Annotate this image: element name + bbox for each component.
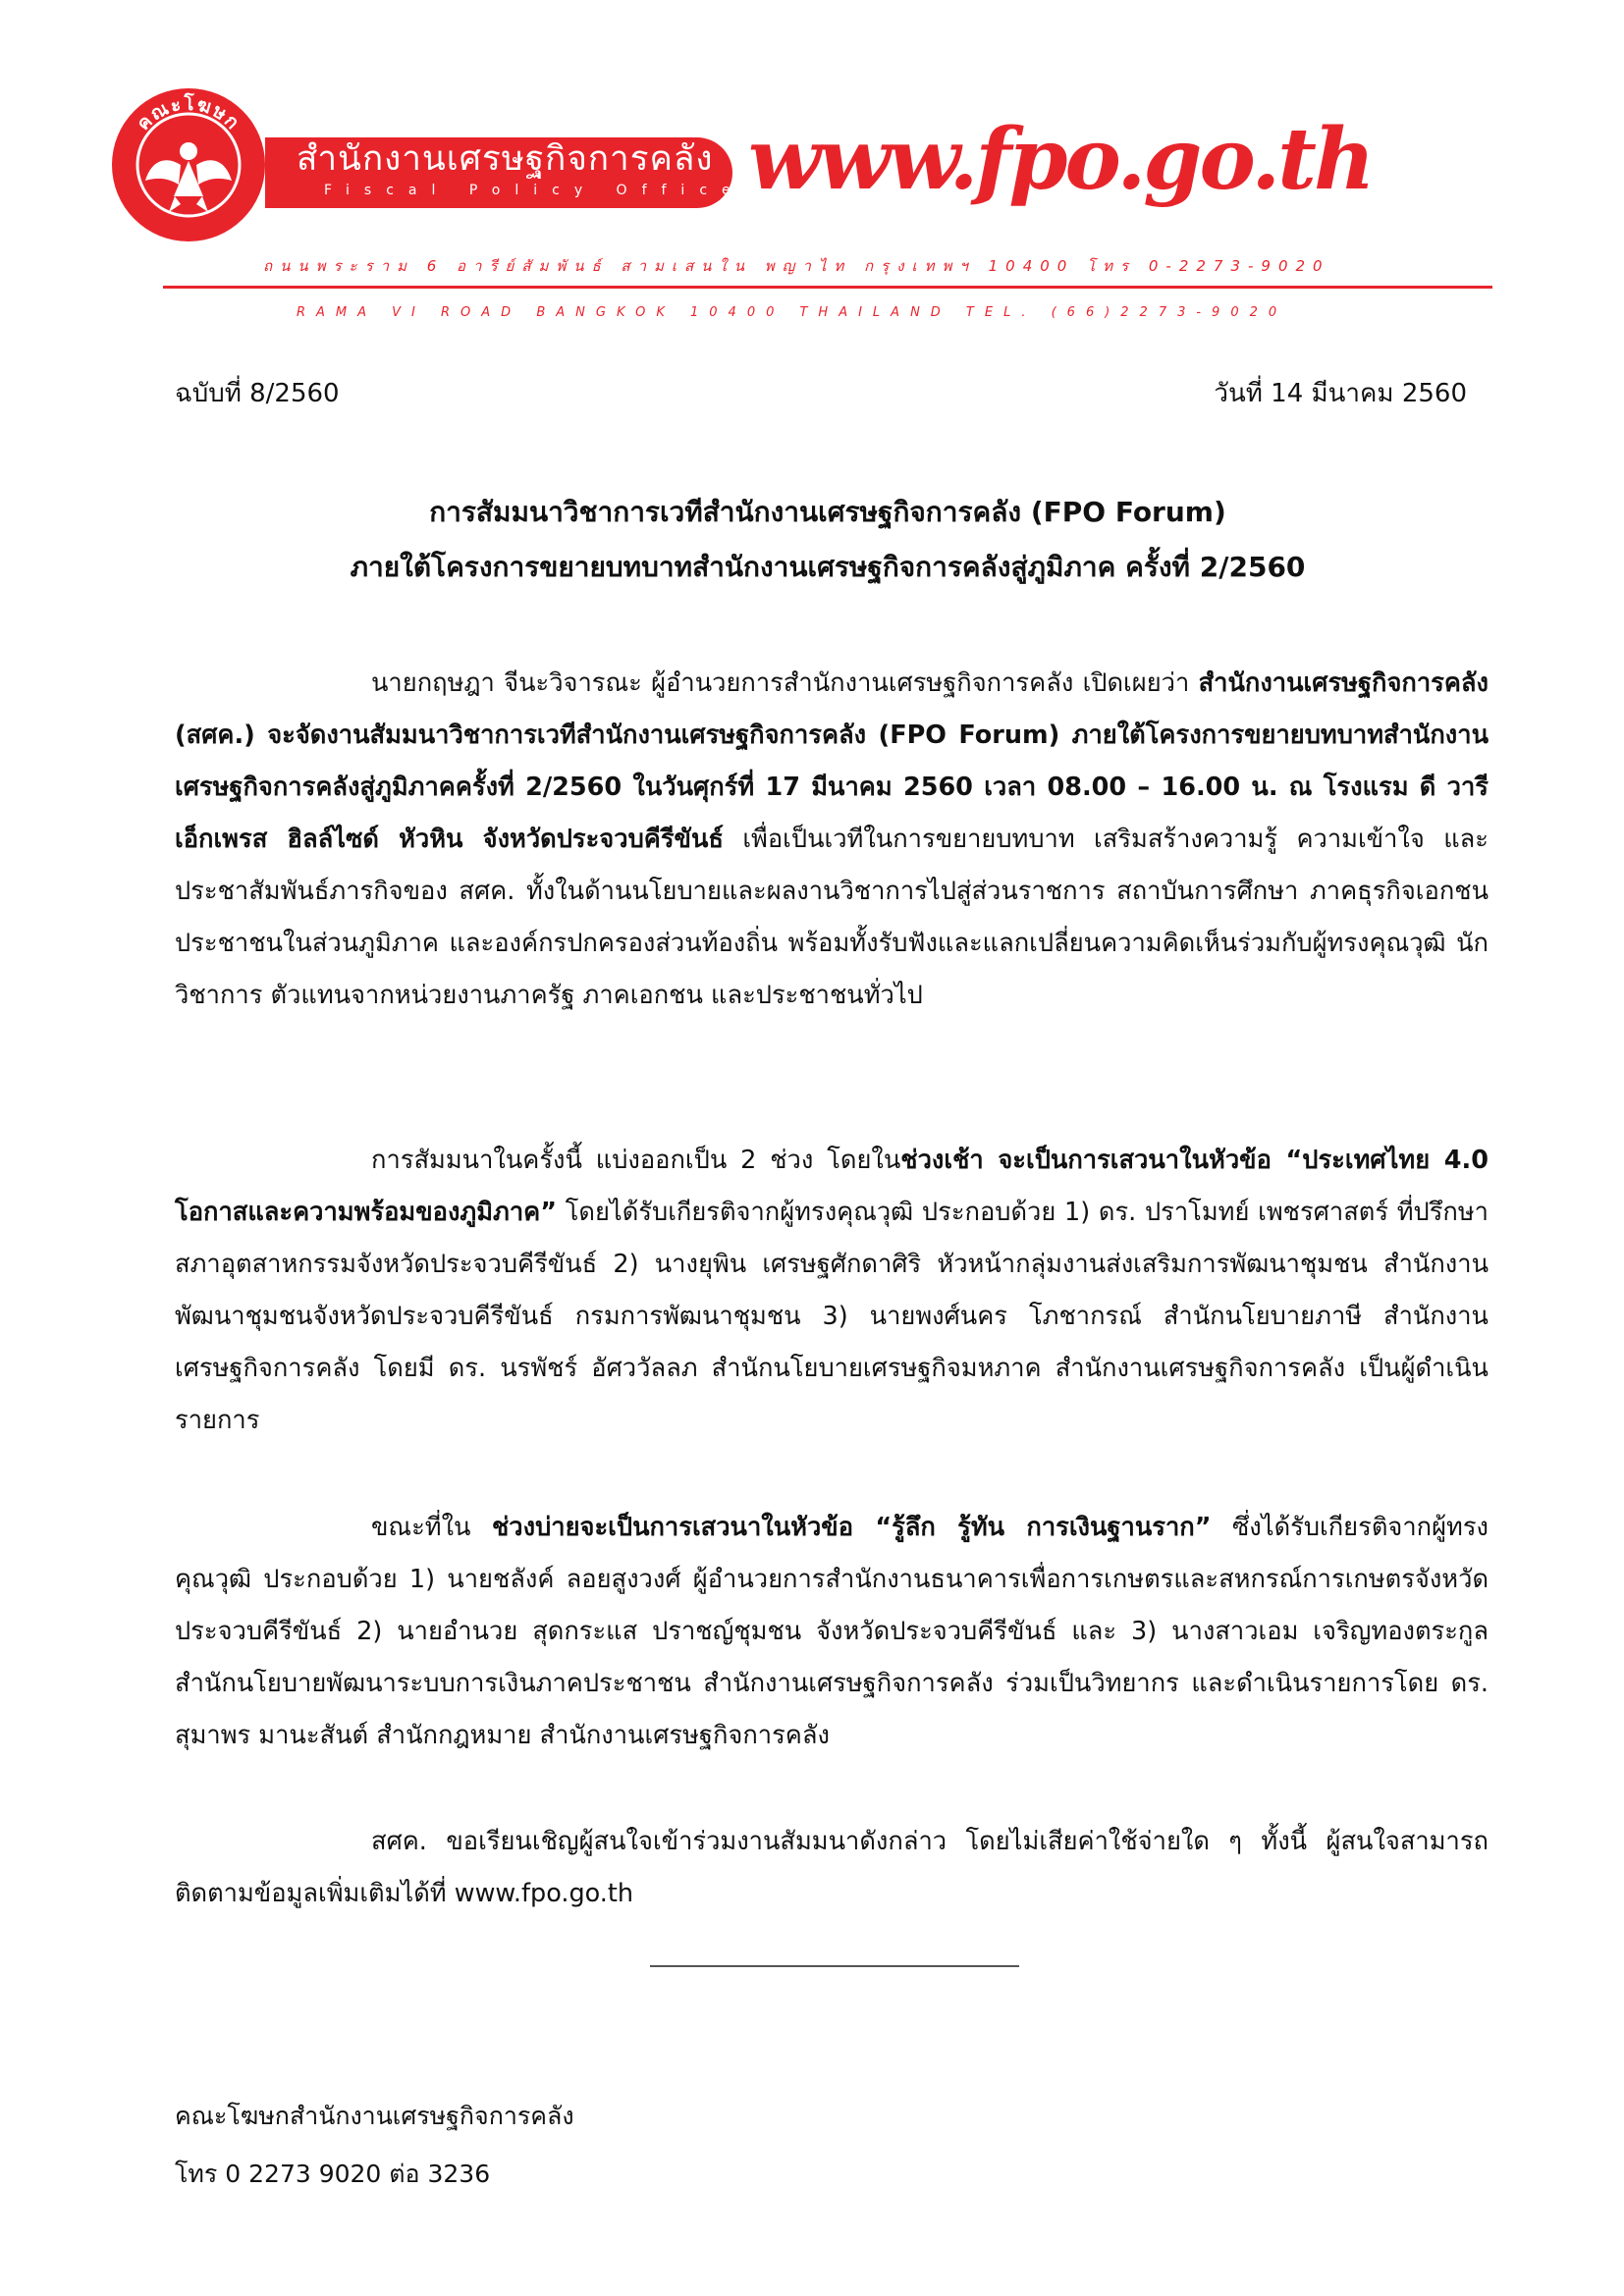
document-date: วันที่ 14 มีนาคม 2560 — [1214, 379, 1467, 408]
address-th: ถนนพระราม 6 อารีย์สัมพันธ์ สามเสนใน พญาไท กรุงเทพฯ 10400 โทร 0-2273-9020 — [263, 257, 1330, 275]
agency-name-th: สำนักงานเศรษฐกิจการคลัง — [297, 139, 714, 179]
p1-text-a: นายกฤษฎา จีนะวิจารณะ ผู้อำนวยการสำนักงานเศรษฐกิจการคลัง เปิดเผยว่า — [371, 668, 1199, 698]
p2-text-bold: ช่วงเช้า จะเป็นการเสวนาในหัวข้อ “ประเทศไทย 4.0 โอกาสและความพร้อมของภูมิภาค” — [175, 1146, 1489, 1227]
header-divider — [163, 286, 1492, 289]
p2-text-a: การสัมมนาในครั้งนี้ แบ่งออกเป็น 2 ช่วง โดยใน — [371, 1146, 901, 1175]
agency-name-en: Fiscal Policy Office — [324, 183, 745, 198]
p3-text-a: ขณะที่ใน — [371, 1513, 492, 1542]
paragraph-4 — [175, 1816, 1489, 1920]
p4-text: สศค. ขอเรียนเชิญผู้สนใจเข้าร่วมงานสัมมนาดังกล่าว โดยไม่เสียค่าใช้จ่ายใด ๆ ทั้งนี้ ผู้สนใจสามารถติดตามข้อมูลเพิ่มเติมได้ที่ www.fpo.go.th — [175, 1827, 1489, 1908]
p3-text-c: ซึ่งได้รับเกียรติจากผู้ทรงคุณวุฒิ ประกอบด้วย 1) นายชลังค์ ลอยสูงวงศ์ ผู้อำนวยการสำนักงานธนาคารเพื่อการเกษตรและสหกรณ์การเกษตรจังหวัดประจวบคีรีขันธ์ 2) นายอำนวย สุดกระแส ปราชญ์ชุมชน จังหวัดประจวบคีรีขันธ์ และ 3) นางสาวเอม เจริญทองตระกูล สำนักนโยบายพัฒนาระบบการเงินภาคประชาชน สำนักงานเศรษฐกิจการคลัง ร่วมเป็นวิทยากร และดำเนินรายการโดย ดร. สุมาพร มานะสันต์ สำนักกฎหมาย สำนักงานเศรษฐกิจการคลัง — [175, 1513, 1489, 1750]
address-en: RAMA VI ROAD BANGKOK 10400 THAILAND TEL. (66)2273-9020 — [297, 305, 1288, 320]
paragraph-2 — [175, 1135, 1489, 1447]
p1-text-c: เพื่อเป็นเวทีในการขยายบทบาท เสริมสร้างความรู้ ความเข้าใจ และประชาสัมพันธ์ภารกิจของ สศค. ทั้งในด้านนโยบายและผลงานวิชาการไปสู่ส่วนราชการ สถาบันการศึกษา ภาคธุรกิจเอกชน ประชาชนในส่วนภูมิภาค และองค์กรปกครองส่วนท้องถิ่น พร้อมทั้งรับฟังและแลกเปลี่ยนความคิดเห็นร่วมกับผู้ทรงคุณวุฒิ นักวิชาการ ตัวแทนจากหน่วยงานภาครัฐ ภาคเอกชน และประชาชนทั่วไป — [175, 825, 1489, 1010]
closing-separator — [650, 1965, 1019, 1967]
p1-text-bold: สำนักงานเศรษฐกิจการคลัง (สศค.) จะจัดงานสัมมนาวิชาการเวทีสำนักงานเศรษฐกิจการคลัง (FPO Forum) ภายใต้โครงการขยายบทบาทสำนักงานเศรษฐกิจการคลังสู่ภูมิภาคครั้งที่ 2/2560 ในวันศุกร์ที่ 17 มีนาคม 2560 เวลา 08.00 – 16.00 น. ณ โรงแรม ดี วารี เอ็กเพรส ฮิลล์ไซด์ หัวหิน จังหวัดประจวบคีรีขันธ์ — [175, 668, 1489, 854]
p2-text-c: โดยได้รับเกียรติจากผู้ทรงคุณวุฒิ ประกอบด้วย 1) ดร. ปราโมทย์ เพชรศาสตร์ ที่ปรึกษาสภาอุตสาหกรรมจังหวัดประจวบคีรีขันธ์ 2) นางยุพิน เศรษฐศักดาศิริ หัวหน้ากลุ่มงานส่งเสริมการพัฒนาชุมชน สำนักงานพัฒนาชุมชนจังหวัดประจวบคีรีขันธ์ กรมการพัฒนาชุมชน 3) นายพงศ์นคร โภชากรณ์ สำนักนโยบายภาษี สำนักงานเศรษฐกิจการคลัง โดยมี ดร. นรพัชร์ อัศววัลลภ สำนักนโยบายเศรษฐกิจมหภาค สำนักงานเศรษฐกิจการคลัง เป็นผู้ดำเนินรายการ — [175, 1198, 1489, 1435]
p3-text-bold: ช่วงบ่ายจะเป็นการเสวนาในหัวข้อ “รู้ลึก รู้ทัน การเงินฐานราก” — [492, 1513, 1212, 1542]
paragraph-3 — [175, 1502, 1489, 1762]
footer-office: คณะโฆษกสำนักงานเศรษฐกิจการคลัง — [175, 2102, 574, 2130]
letterhead — [0, 0, 1624, 334]
title-line-2: ภายใต้โครงการขยายบทบาทสำนักงานเศรษฐกิจการคลังสู่ภูมิภาค ครั้งที่ 2/2560 — [350, 551, 1306, 583]
garuda-seal-icon — [110, 86, 267, 243]
seal-text: คณะโฆษก — [133, 92, 245, 135]
footer-phone: โทร 0 2273 9020 ต่อ 3236 — [175, 2160, 491, 2188]
title-line-1: การสัมมนาวิชาการเวทีสำนักงานเศรษฐกิจการคลัง (FPO Forum) — [429, 496, 1226, 528]
website-url: www.fpo.go.th — [748, 110, 1373, 209]
document-number: ฉบับที่ 8/2560 — [175, 379, 340, 408]
paragraph-1 — [175, 658, 1489, 1022]
